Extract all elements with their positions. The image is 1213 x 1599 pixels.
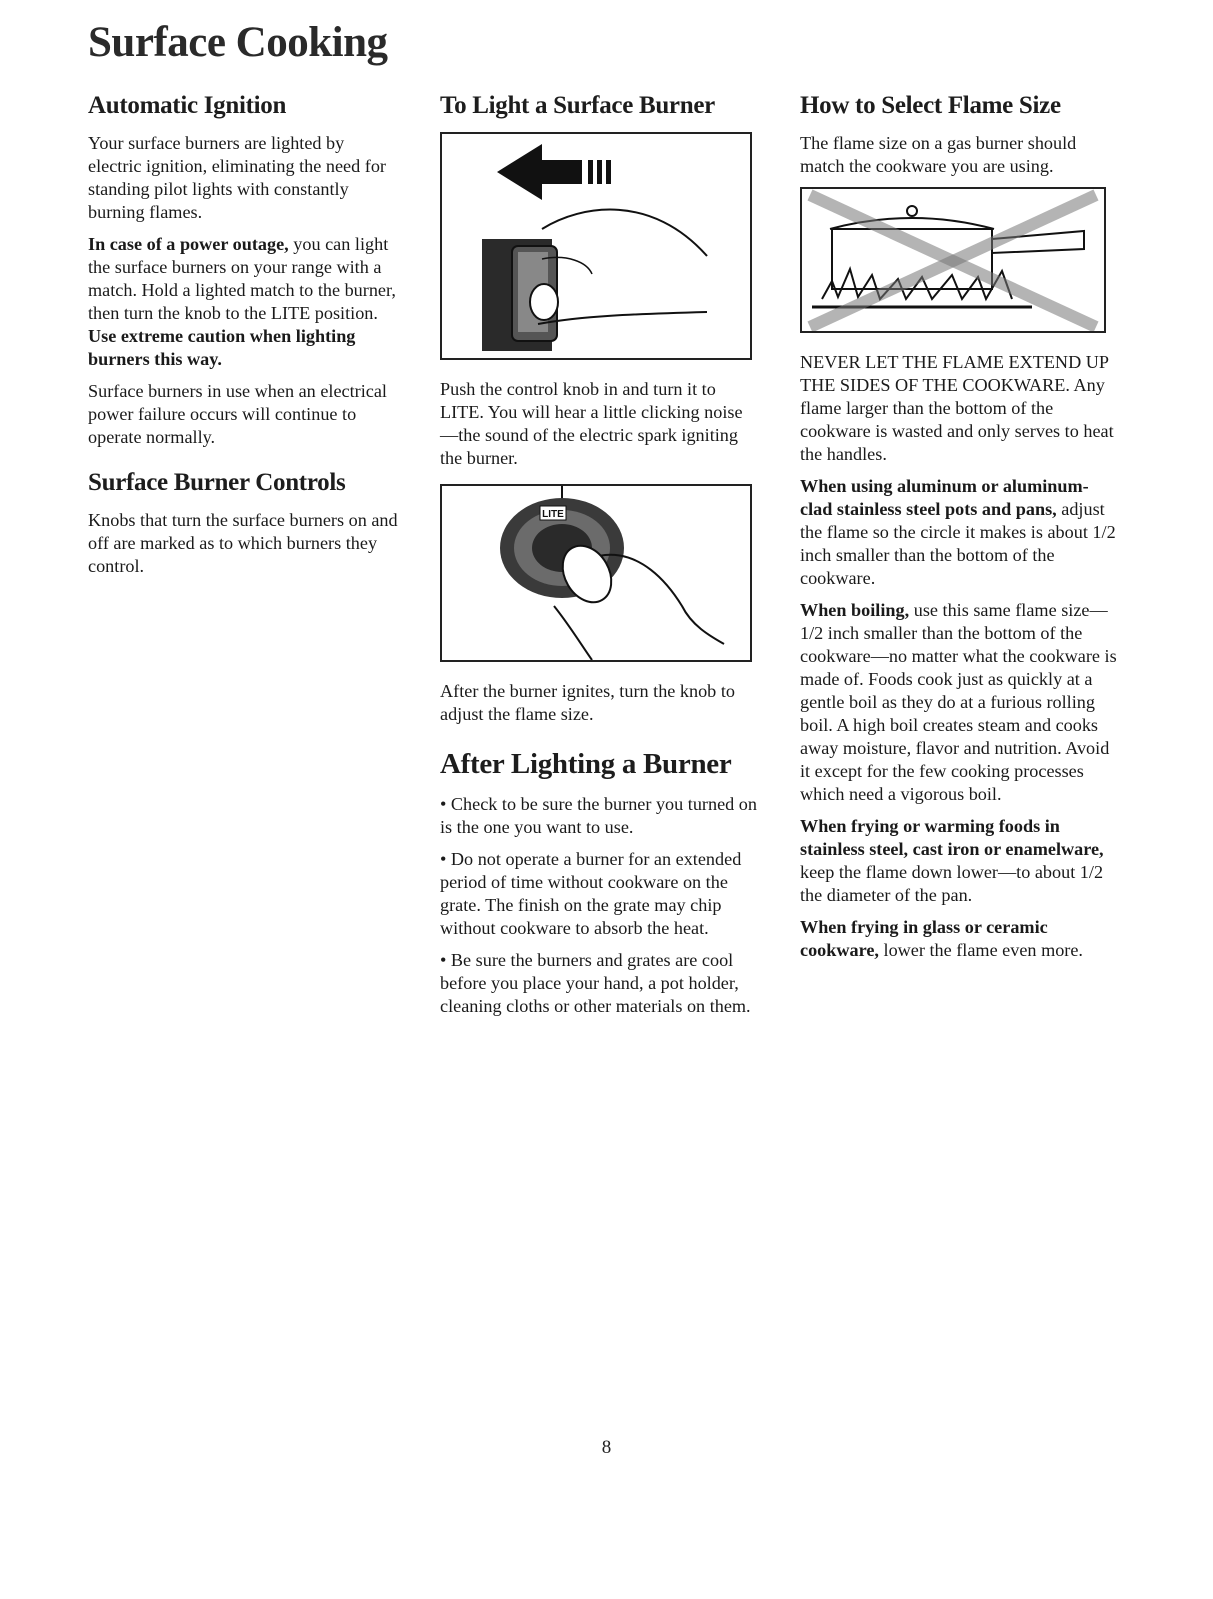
page-title: Surface Cooking: [88, 19, 388, 66]
controls-paragraph: Knobs that turn the surface burners on and off are marked as to which burners they control.: [88, 510, 398, 576]
push-knob-caption: Push the control knob in and turn it to LITE. You will hear a little clicking noise—the sound of the electric spark igniting the burner.: [440, 379, 743, 468]
never-let-flame-paragraph: NEVER LET THE FLAME EXTEND UP THE SIDES OF THE COOKWARE. Any flame larger than the bottom of the cookware is wasted and only serves to heat the handles.: [800, 352, 1114, 464]
column-left: [88, 92, 398, 587]
wrong-flame-illustration: [800, 187, 1106, 333]
bullet-no-cookware: • Do not operate a burner for an extended period of time without cookware on the grate. The finish on the grate may chip without cookware to absorb the heat.: [440, 849, 742, 938]
frying-bold: When frying or warming foods in stainless steel, cast iron or enamelware,: [800, 816, 1104, 859]
after-lighting-heading: After Lighting a Burner: [440, 748, 732, 780]
push-arrow-icon: [497, 144, 582, 200]
power-failure-paragraph: Surface burners in use when an electrical power failure occurs will continue to operate normally.: [88, 381, 387, 447]
glass-bold: When frying in glass or ceramic cookware,: [800, 917, 1048, 960]
ignition-paragraph: Your surface burners are lighted by electric ignition, eliminating the need for standing pilot lights with constantly burning flames.: [88, 133, 386, 222]
bullet-cool-grates: • Be sure the burners and grates are cool before you place your hand, a pot holder, cleaning cloths or other materials on them.: [440, 950, 751, 1016]
boiling-paragraph: [800, 599, 1120, 806]
push-knob-drawing: [442, 134, 750, 358]
boiling-bold: When boiling,: [800, 600, 910, 620]
power-outage-text: you can light the surface burners on your range with a match. Hold a lighted match to the burner, then turn the knob to the LITE position.: [88, 234, 396, 323]
glass-ceramic-paragraph: [800, 916, 1120, 962]
surface-burner-controls-heading: Surface Burner Controls: [88, 469, 346, 496]
push-knob-illustration: [440, 132, 752, 360]
frying-text: keep the flame down lower—to about 1/2 the diameter of the pan.: [800, 862, 1104, 905]
caution-bold: Use extreme caution when lighting burners this way.: [88, 326, 356, 369]
page-number: 8: [601, 1437, 612, 1458]
lite-dial-illustration: [440, 484, 752, 662]
bullet-check-burner: • Check to be sure the burner you turned on is the one you want to use.: [440, 794, 757, 837]
aluminum-text: adjust the flame so the circle it makes is about 1/2 inch smaller than the bottom of the cookware.: [800, 499, 1116, 588]
aluminum-paragraph: [800, 475, 1120, 590]
crossed-out-pan-drawing: [802, 189, 1104, 331]
glass-text: lower the flame even more.: [878, 940, 1083, 960]
power-outage-bold: In case of a power outage,: [88, 234, 289, 254]
flame-size-heading: How to Select Flame Size: [800, 92, 1061, 119]
light-burner-heading: To Light a Surface Burner: [440, 92, 715, 119]
frying-paragraph: [800, 815, 1120, 907]
aluminum-bold: When using aluminum or aluminum-clad stainless steel pots and pans,: [800, 476, 1089, 519]
lite-dial-drawing: [442, 486, 750, 660]
flame-intro-paragraph: The flame size on a gas burner should match the cookware you are using.: [800, 133, 1077, 176]
hand-outline-icon: [542, 210, 707, 256]
adjust-flame-caption: After the burner ignites, turn the knob to adjust the flame size.: [440, 681, 735, 724]
column-right: [800, 92, 1120, 971]
boiling-text: use this same flame size—1/2 inch smaller than the bottom of the cookware—no matter what the cookware is made of. Foods cook just as quickly at a gentle boil as they do at a furious rolling boil. A high boil creates steam and cooks away moisture, flavor and nutrition. Avoid it except for the few cooking processes which need a vigorous boil.: [800, 600, 1117, 804]
lite-label: LITE: [542, 509, 564, 520]
column-middle: [440, 92, 760, 1027]
power-outage-paragraph: [88, 233, 398, 371]
automatic-ignition-heading: Automatic Ignition: [88, 92, 287, 119]
